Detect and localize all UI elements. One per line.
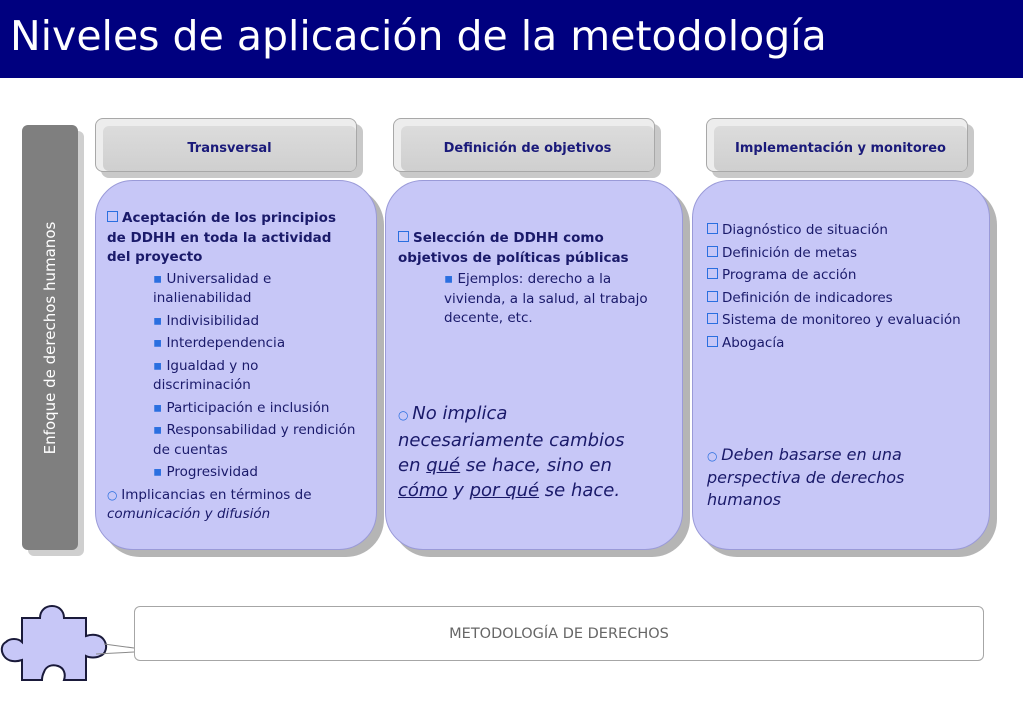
side-label: Enfoque de derechos humanos: [41, 221, 59, 454]
panel-implementacion: [692, 180, 990, 550]
list-item: Programa de acción: [707, 266, 977, 286]
note-perspectiva: ○ Deben basarse en una perspectiva de derechos humanos: [707, 445, 905, 509]
checkbox-bullet-icon: [398, 231, 409, 242]
list-item: Sistema de monitoreo y evaluación: [707, 311, 977, 331]
bottom-banner: [134, 606, 984, 661]
sub-item: ▪ Universalidad e inalienabilidad: [153, 270, 272, 306]
checkbox-bullet-icon: [707, 246, 718, 257]
list-item: Diagnóstico de situación: [707, 221, 977, 241]
sub-item: ▪ Ejemplos: derecho a la vivienda, a la salud, al trabajo decente, etc.: [444, 271, 648, 326]
header-objetivos: [393, 118, 655, 172]
title-bar: [0, 0, 1023, 78]
note-no-implica: ○ No implica necesariamente cambios en qué se hace, sino en cómo y por qué se hace.: [398, 403, 625, 501]
main-item: Aceptación de los principios de DDHH en toda la actividad del proyecto: [107, 210, 336, 265]
sub-item: ▪ Participación e inclusión: [153, 399, 330, 416]
puzzle-piece-icon: [0, 604, 140, 688]
panel-objetivos: [385, 180, 683, 550]
header-objetivos-label: Definición de objetivos: [443, 141, 612, 156]
list-item: Definición de indicadores: [707, 289, 977, 309]
sub-item: ▪ Progresividad: [153, 464, 258, 480]
list-item: Definición de metas: [707, 244, 977, 264]
checkbox-bullet-icon: [707, 336, 718, 347]
checkbox-bullet-icon: [707, 268, 718, 279]
sub-item: ▪ Igualdad y no discriminación: [153, 357, 259, 393]
checkbox-bullet-icon: [107, 211, 118, 222]
footer-item: ○ Implicancias en términos de comunicación y difusión: [107, 486, 312, 522]
header-transversal: [95, 118, 357, 172]
header-transversal-label: Transversal: [187, 141, 272, 156]
header-implementacion-label: Implementación y monitoreo: [735, 141, 946, 156]
page-title: Niveles de aplicación de la metodología: [10, 12, 827, 60]
side-bar: [22, 125, 78, 550]
bottom-label: METODOLOGÍA DE DERECHOS: [449, 625, 669, 642]
sub-list: [153, 270, 357, 483]
list-item: Abogacía: [707, 334, 977, 354]
checkbox-bullet-icon: [707, 223, 718, 234]
main-item: Selección de DDHH como objetivos de políticas públicas: [398, 230, 629, 266]
sub-item: ▪ Interdependencia: [153, 335, 286, 351]
checkbox-bullet-icon: [707, 291, 718, 302]
checkbox-bullet-icon: [707, 313, 718, 324]
sub-list: [444, 270, 670, 329]
sub-item: ▪ Indivisibilidad: [153, 312, 260, 329]
sub-item: ▪ Responsabilidad y rendición de cuentas: [153, 422, 356, 458]
panel-transversal: [95, 180, 377, 550]
header-implementacion: [706, 118, 968, 172]
